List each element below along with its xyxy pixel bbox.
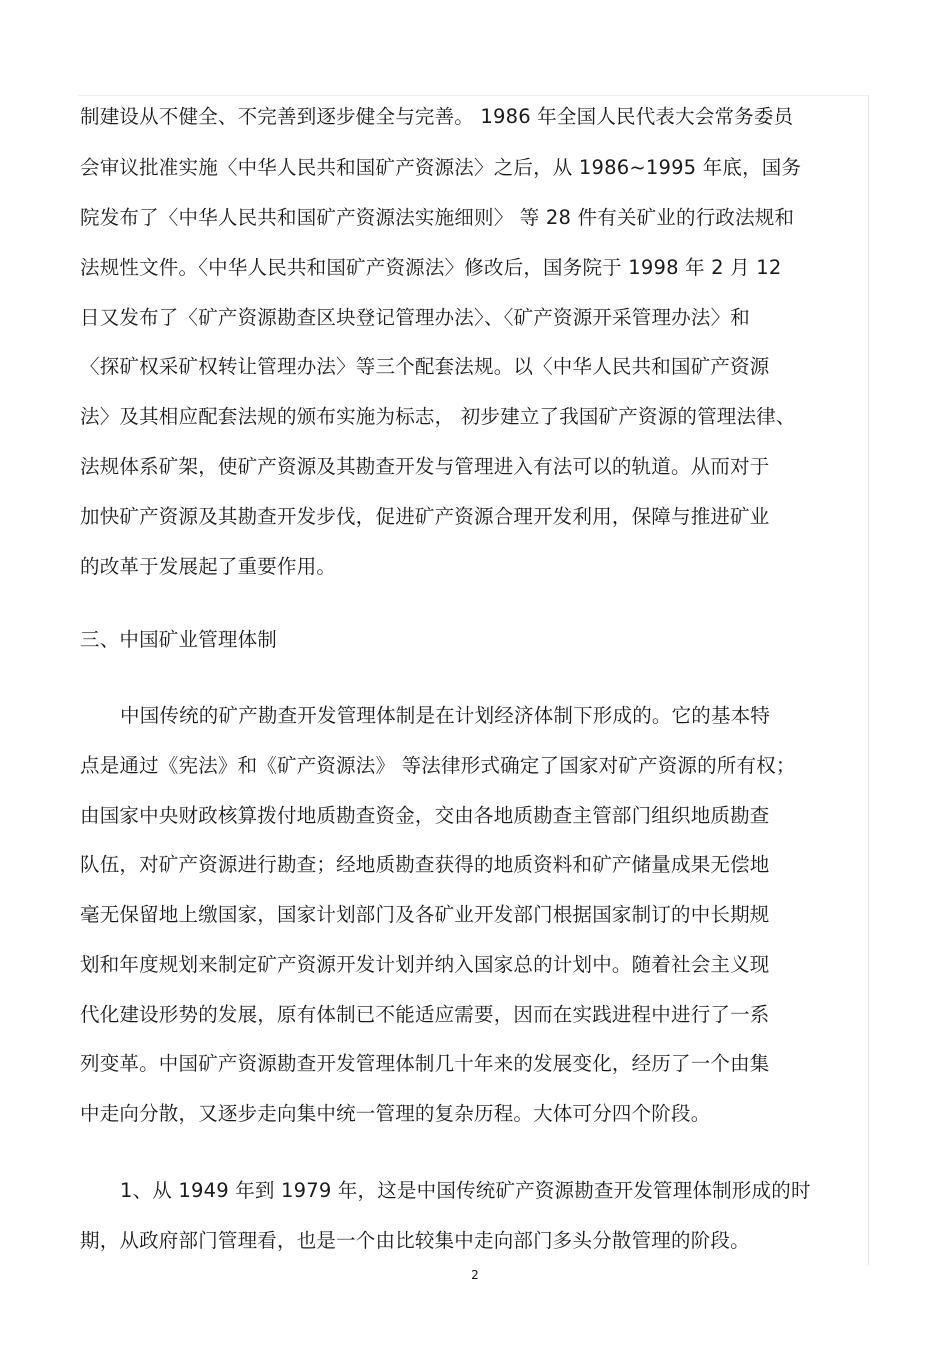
text-line: 加快矿产资源及其勘查开发步伐，促进矿产资源合理开发利用，保障与推进矿业: [80, 505, 770, 528]
text-line: 法〉及其相应配套法规的颁布实施为标志， 初步建立了我国矿产资源的管理法律、: [80, 405, 796, 428]
text-line: 期，从政府部门管理看，也是一个由比较集中走向部门多头分散管理的阶段。: [80, 1229, 750, 1252]
text-line: 法规性文件。〈中华人民共和国矿产资源法〉修改后，国务院于 1998 年 2 月 12: [80, 256, 782, 279]
text-line: 队伍，对矿产资源进行勘查；经地质勘查获得的地质资料和矿产储量成果无偿地: [80, 853, 770, 876]
text-line: 日又发布了〈矿产资源勘查区块登记管理办法〉、〈矿产资源开采管理办法〉和: [80, 306, 751, 329]
page-number: 2: [471, 1268, 479, 1282]
text-line: 法规体系矿架，使矿产资源及其勘查开发与管理进入有法可以的轨道。从而对于: [80, 455, 770, 478]
text-line: 中走向分散，又逐步走向集中统一管理的复杂历程。大体可分四个阶段。: [80, 1102, 711, 1125]
text-line: 列变革。中国矿产资源勘查开发管理体制几十年来的发展变化，经历了一个由集: [80, 1052, 770, 1075]
page-right-border: [868, 95, 869, 1265]
text-line: 〈探矿权采矿权转让管理办法〉等三个配套法规。以〈中华人民共和国矿产资源: [80, 355, 770, 378]
text-line: 划和年度规划来制定矿产资源开发计划并纳入国家总的计划中。随着社会主义现: [80, 953, 770, 976]
text-line: 点是通过《宪法》和《矿产资源法》 等法律形式确定了国家对矿产资源的所有权；: [80, 754, 796, 777]
text-line: 由国家中央财政核算拨付地质勘查资金，交由各地质勘查主管部门组织地质勘查: [80, 804, 770, 827]
section-heading: 三、中国矿业管理体制: [80, 628, 278, 651]
page-top-border: [78, 95, 868, 96]
paragraph-first-line: 1、从 1949 年到 1979 年，这是中国传统矿产资源勘查开发管理体制形成的时: [120, 1179, 811, 1202]
text-line: 的改革于发展起了重要作用。: [80, 555, 337, 578]
paragraph-first-line: 中国传统的矿产勘查开发管理体制是在计划经济体制下形成的。它的基本特: [120, 704, 771, 727]
text-line: 制建设从不健全、不完善到逐步健全与完善。 1986 年全国人民代表大会常务委员: [80, 105, 794, 128]
text-line: 毫无保留地上缴国家，国家计划部门及各矿业开发部门根据国家制订的中长期规: [80, 903, 770, 926]
text-line: 代化建设形势的发展，原有体制已不能适应需要，因而在实践进程中进行了一系: [80, 1003, 770, 1026]
text-line: 会审议批准实施〈中华人民共和国矿产资源法〉之后，从 1986~1995 年底，国务: [80, 156, 802, 179]
text-line: 院发布了〈中华人民共和国矿产资源法实施细则〉 等 28 件有关矿业的行政法规和: [80, 206, 795, 229]
